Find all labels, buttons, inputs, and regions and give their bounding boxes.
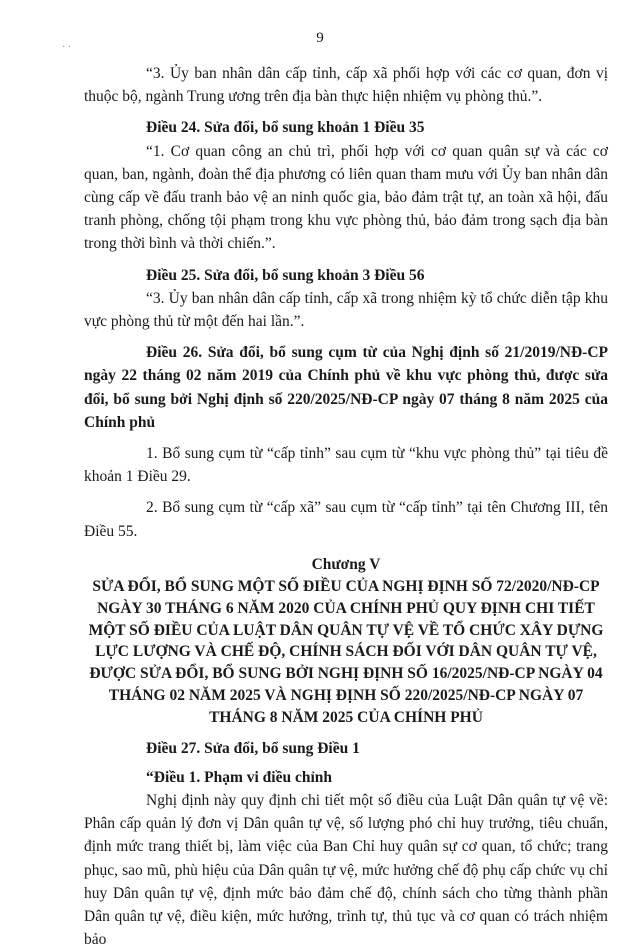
- article-26-heading: Điều 26. Sửa đổi, bổ sung cụm từ của Nghị định số 21/2019/NĐ-CP ngày 22 tháng 02 năm 2019 của Chính phủ về khu vực phòng thủ, được sửa đổi, bổ sung bởi Nghị định số 220/2025/NĐ-CP ngày 07 tháng 8 năm 2025 của Chính phủ: [84, 344, 608, 431]
- paragraph-clause-3: “3. Ủy ban nhân dân cấp tỉnh, cấp xã phối hợp với các cơ quan, đơn vị thuộc bộ, ngành Trung ương trên địa bàn thực hiện nhiệm vụ phòng thủ.”.: [84, 65, 608, 106]
- paragraph-scope: Nghị định này quy định chi tiết một số điều của Luật Dân quân tự vệ về: Phân cấp quản lý đơn vị Dân quân tự vệ, số lượng phó chỉ huy trưởng, tiêu chuẩn, định mức trang thiết bị, làm việc của Ban Chỉ huy quân sự cơ quan, tổ chức; trang phục, sao mũ, phù hiệu của Dân quân tự vệ, mức hưởng chế độ phụ cấp chức vụ chỉ huy Dân quân tự vệ, định mức bảo đảm chế độ, chính sách cho từng thành phần Dân quân tự vệ, điều kiện, mức hưởng, trình tự, thủ tục và cơ quan có trách nhiệm bảo: [84, 792, 608, 949]
- article-27-heading: Điều 27. Sửa đổi, bổ sung Điều 1: [146, 739, 360, 757]
- paragraph-item-1: 1. Bổ sung cụm từ “cấp tỉnh” sau cụm từ “khu vực phòng thủ” tại tiêu đề khoản 1 Điều 29.: [84, 445, 608, 486]
- margin-handwritten-mark: [628, 322, 638, 384]
- paragraph-clause-1-police: “1. Cơ quan công an chủ trì, phối hợp với cơ quan quân sự và các cơ quan, ban, ngành, đoàn thể địa phương có liên quan tham mưu với Ủy ban nhân dân cùng cấp về đấu tranh bảo vệ an ninh quốc gia, bảo đảm trật tự, an toàn xã hội, đấu tranh phòng, chống tội phạm trong khu vực phòng thủ, bảo đảm trong sạch địa bàn trong thời bình và thời chiến.”.: [84, 142, 608, 253]
- chapter-title: SỬA ĐỔI, BỔ SUNG MỘT SỐ ĐIỀU CỦA NGHỊ ĐỊNH SỐ 72/2020/NĐ-CP NGÀY 30 THÁNG 6 NĂM 2020 CỦA CHÍNH PHỦ QUY ĐỊNH CHI TIẾT MỘT SỐ ĐIỀU CỦA LUẬT DÂN QUÂN TỰ VỆ VỀ TỔ CHỨC XÂY DỰNG LỰC LƯỢNG VÀ CHẾ ĐỘ, CHÍNH SÁCH ĐỐI VỚI DÂN QUÂN TỰ VỆ, ĐƯỢC SỬA ĐỔI, BỔ SUNG BỞI NGHỊ ĐỊNH SỐ 16/2025/NĐ-CP NGÀY 04 THÁNG 02 NĂM 2025 VÀ NGHỊ ĐỊNH SỐ 220/2025/NĐ-CP NGÀY 07 THÁNG 8 NĂM 2025 CỦA CHÍNH PHỦ: [88, 578, 604, 726]
- document-body: [84, 62, 608, 951]
- article-24-heading: Điều 24. Sửa đổi, bổ sung khoản 1 Điều 35: [146, 119, 425, 137]
- paragraph-clause-3-exercise: “3. Ủy ban nhân dân cấp tỉnh, cấp xã trong nhiệm kỳ tổ chức diễn tập khu vực phòng thủ từ một đến hai lần.”.: [84, 289, 608, 331]
- article-1-quoted-heading: “Điều 1. Phạm vi điều chỉnh: [146, 768, 333, 786]
- chapter-heading: Chương V: [311, 555, 381, 573]
- article-25-heading: Điều 25. Sửa đổi, bổ sung khoản 3 Điều 56: [146, 266, 425, 284]
- paragraph-item-2: 2. Bổ sung cụm từ “cấp xã” sau cụm từ “cấp tỉnh” tại tên Chương III, tên Điều 55.: [84, 499, 608, 540]
- page-number: 9: [316, 30, 324, 46]
- scan-artifact: · ·: [62, 42, 72, 53]
